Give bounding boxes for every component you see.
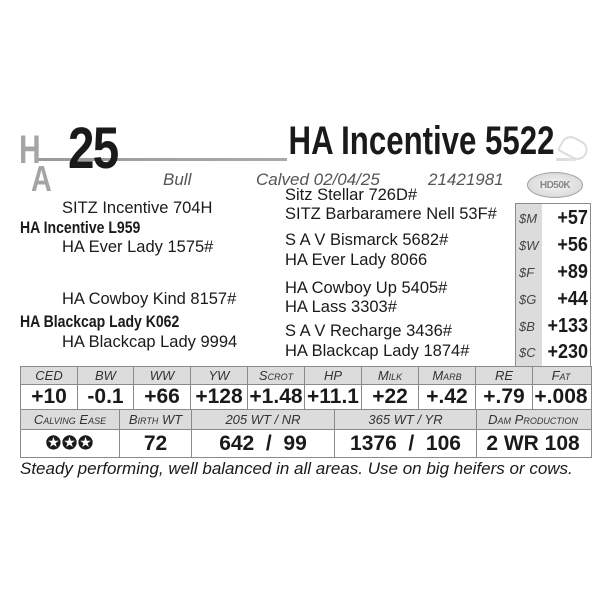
epd-header-bw: BW: [78, 367, 134, 384]
epd-value-ced: +10: [21, 385, 78, 409]
dollar-index-row: [516, 314, 590, 341]
perf-value-dam-production: 2 WR 108: [486, 432, 580, 455]
epd-header-row: [21, 367, 591, 385]
pedigree-sire-dam-sire: S A V Bismarck 5682#: [285, 231, 449, 249]
pedigree-dam-dam-dam: HA Blackcap Lady 1874#: [285, 342, 470, 360]
dollar-index-label: $M: [519, 211, 538, 226]
epd-value-ww: +66: [134, 385, 191, 409]
performance-value-row: [21, 430, 591, 457]
animal-sex: Bull: [163, 170, 192, 189]
epd-value-yw: +128: [191, 385, 248, 409]
epd-header-ww: WW: [134, 367, 191, 384]
dollar-index-label: $B: [519, 319, 535, 334]
pedigree-sire-dam: HA Ever Lady 1575#: [62, 238, 214, 256]
pedigree-dam-sire-sire: HA Cowboy Up 5405#: [285, 279, 448, 297]
lot-number: 25: [68, 116, 118, 181]
pedigree-sire-sire: SITZ Incentive 704H: [62, 199, 213, 217]
animal-name: HA Incentive 5522: [288, 119, 555, 163]
epd-header-yw: YW: [191, 367, 248, 384]
pedigree-sire-sire-dam: SITZ Barbaramere Nell 53F#: [285, 205, 497, 223]
epd-value-milk: +22: [362, 385, 419, 409]
perf-header-calving-ease: Calving Ease: [21, 410, 120, 429]
pedigree-sire-sire-sire: Sitz Stellar 726D#: [285, 186, 418, 204]
hd50k-badge-label: HD50K: [539, 179, 571, 191]
dollar-index-box: [515, 203, 591, 367]
epd-header-ced: CED: [21, 367, 78, 384]
dollar-index-label: $W: [519, 238, 539, 253]
epd-value-row: [21, 385, 591, 410]
perf-header-dam-production: Dam Production: [488, 412, 578, 427]
epd-value-scrot: +1.48: [248, 385, 305, 409]
epd-header-scrot: Scrot: [248, 367, 305, 384]
epd-value-re: +.79: [476, 385, 533, 409]
dollar-index-row: [516, 287, 590, 314]
pedigree-dam-sire: HA Cowboy Kind 8157#: [62, 290, 237, 308]
epd-header-re: RE: [476, 367, 533, 384]
epd-header-fat: Fat: [551, 368, 571, 383]
epd-value-fat: +.008: [534, 385, 588, 408]
pedigree-dam: HA Blackcap Lady K062: [20, 313, 180, 331]
brand-logo-a: A: [31, 158, 52, 199]
dollar-index-value: +57: [557, 207, 588, 229]
perf-header-205-wt: 205 WT / NR: [192, 410, 335, 429]
dollar-index-value: +133: [547, 315, 588, 337]
pedigree-dam-dam: HA Blackcap Lady 9994: [62, 333, 238, 351]
calving-ease-stars-icon: ✪✪✪: [21, 430, 120, 457]
brand-logo-h: H: [19, 128, 41, 172]
perf-header-birth-wt: Birth WT: [120, 410, 192, 429]
pedigree-sire-dam-dam: HA Ever Lady 8066: [285, 251, 428, 269]
perf-value-birth-wt: 72: [120, 430, 192, 457]
registration-number: 21421981: [428, 170, 504, 189]
dollar-index-row: [516, 233, 590, 260]
epd-header-hp: HP: [305, 367, 362, 384]
calved-date: Calved 02/04/25: [256, 170, 380, 189]
dollar-index-value: +89: [557, 261, 588, 283]
pedigree-dam-dam-sire: S A V Recharge 3436#: [285, 322, 452, 340]
dollar-index-row: [516, 340, 590, 367]
pedigree-sire: HA Incentive L959: [20, 219, 141, 237]
lot-comment: Steady performing, well balanced in all areas. Use on big heifers or cows.: [20, 459, 573, 478]
dollar-index-label: $G: [519, 292, 537, 307]
dollar-index-label: $C: [519, 345, 536, 360]
epd-value-bw: -0.1: [78, 385, 134, 409]
perf-header-365-wt: 365 WT / YR: [335, 410, 477, 429]
performance-header-row: [21, 410, 591, 430]
epd-table: [20, 366, 592, 458]
pedigree-dam-sire-dam: HA Lass 3303#: [285, 298, 397, 316]
dollar-index-label: $F: [519, 265, 535, 280]
dollar-index-value: +56: [557, 234, 588, 256]
perf-value-205-wt: 642 / 99: [192, 430, 335, 457]
epd-header-marb: Marb: [419, 367, 476, 384]
hd50k-badge: [527, 172, 583, 198]
epd-value-hp: +11.1: [305, 385, 362, 409]
epd-value-marb: +.42: [419, 385, 476, 409]
dollar-index-row: [516, 260, 590, 287]
dollar-index-row: [516, 206, 590, 233]
perf-value-365-wt: 1376 / 106: [335, 430, 477, 457]
epd-header-milk: Milk: [362, 367, 419, 384]
dollar-index-value: +230: [547, 341, 588, 363]
dollar-index-value: +44: [557, 288, 588, 310]
